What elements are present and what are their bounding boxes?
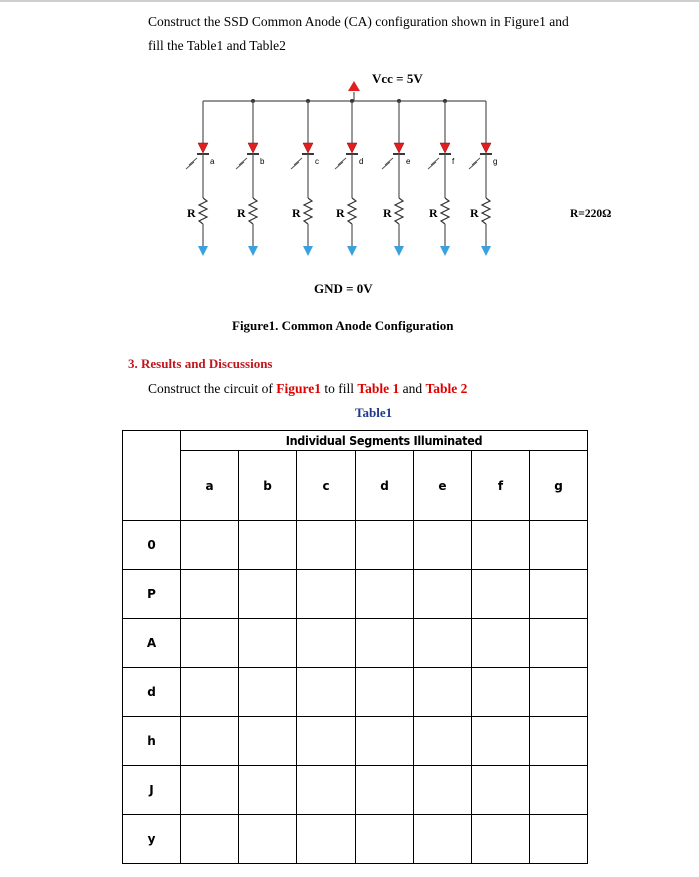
table-row (123, 570, 588, 619)
segment-state-cell[interactable] (297, 668, 356, 717)
segment-state-cell[interactable] (414, 668, 472, 717)
segment-state-cell[interactable] (530, 570, 588, 619)
segment-state-cell[interactable] (530, 521, 588, 570)
segment-column-header: f (472, 451, 530, 521)
segment-column-header: c (297, 451, 356, 521)
segment-state-cell[interactable] (181, 619, 239, 668)
segment-letter-label: f (452, 157, 455, 166)
led-light-arrow (469, 162, 477, 169)
row-character-label: P (123, 570, 181, 619)
table-row (123, 619, 588, 668)
segment-state-cell[interactable] (297, 717, 356, 766)
segment-state-cell[interactable] (297, 570, 356, 619)
resistor-label: R (383, 206, 392, 220)
segment-state-cell[interactable] (530, 717, 588, 766)
paragraph-text-1: Construct the circuit of (148, 381, 277, 396)
table-row (123, 668, 588, 717)
paragraph-text-3: and (399, 381, 426, 396)
segment-state-cell[interactable] (414, 570, 472, 619)
segment-state-cell[interactable] (297, 619, 356, 668)
segment-state-cell[interactable] (239, 766, 297, 815)
ground-arrow-icon (394, 246, 404, 256)
ground-arrow-icon (198, 246, 208, 256)
segment-state-cell[interactable] (181, 815, 239, 864)
resistor-label: R (187, 206, 196, 220)
led-light-arrow (186, 162, 194, 169)
section-paragraph (148, 381, 467, 397)
table-row (123, 717, 588, 766)
led-light-arrow (291, 162, 299, 169)
led-diode-icon (481, 143, 491, 153)
table-caption: Table1 (355, 405, 393, 420)
instruction-line-2: fill the Table1 and Table2 (148, 38, 286, 53)
led-diode-icon (303, 143, 313, 153)
segment-state-cell[interactable] (356, 521, 414, 570)
row-character-label: J (123, 766, 181, 815)
led-diode-icon (440, 143, 450, 153)
led-light-arrow (428, 162, 436, 169)
segment-state-cell[interactable] (356, 815, 414, 864)
segment-state-cell[interactable] (530, 619, 588, 668)
row-character-label: y (123, 815, 181, 864)
resistor-icon (249, 198, 257, 224)
led-diode-icon (248, 143, 258, 153)
figure-reference: Figure1 (276, 381, 321, 396)
segment-state-cell[interactable] (414, 619, 472, 668)
led-light-arrow (189, 158, 197, 165)
segment-column-header: e (414, 451, 472, 521)
segment-state-cell[interactable] (181, 717, 239, 766)
table-row (123, 815, 588, 864)
led-diode-icon (394, 143, 404, 153)
corner-cell (123, 431, 181, 521)
segment-state-cell[interactable] (356, 717, 414, 766)
segment-state-cell[interactable] (356, 570, 414, 619)
segment-state-cell[interactable] (297, 815, 356, 864)
segment-letter-label: b (260, 157, 265, 166)
table-row (123, 521, 588, 570)
segment-state-cell[interactable] (472, 570, 530, 619)
table-group-header: Individual Segments Illuminated (181, 431, 588, 451)
segment-state-cell[interactable] (530, 668, 588, 717)
segment-state-cell[interactable] (472, 619, 530, 668)
led-light-arrow (382, 162, 390, 169)
resistor-label: R (470, 206, 479, 220)
segment-state-cell[interactable] (356, 766, 414, 815)
segment-state-cell[interactable] (239, 815, 297, 864)
segment-letter-label: e (406, 157, 411, 166)
led-light-arrow (338, 158, 346, 165)
row-character-label: h (123, 717, 181, 766)
instruction-line-1: Construct the SSD Common Anode (CA) configuration shown in Figure1 and (148, 14, 569, 29)
segment-letter-label: g (493, 157, 498, 166)
segment-column-header: g (530, 451, 588, 521)
figure-caption: Figure1. Common Anode Configuration (232, 318, 454, 333)
table1-reference: Table 1 (357, 381, 400, 396)
segment-state-cell[interactable] (239, 619, 297, 668)
vcc-label: Vcc = 5V (372, 71, 423, 86)
segment-state-cell[interactable] (414, 717, 472, 766)
led-light-arrow (335, 162, 343, 169)
common-anode-circuit-diagram (170, 66, 530, 266)
segment-state-cell[interactable] (472, 766, 530, 815)
instructions (148, 10, 628, 58)
led-light-arrow (236, 162, 244, 169)
segment-state-cell[interactable] (181, 570, 239, 619)
top-rule (0, 0, 699, 2)
segment-letter-label: c (315, 157, 319, 166)
resistor-label: R (429, 206, 438, 220)
resistor-value-label: R=220Ω (570, 208, 612, 220)
ground-arrow-icon (347, 246, 357, 256)
resistor-label: R (292, 206, 301, 220)
segment-column-header: a (181, 451, 239, 521)
resistor-icon (441, 198, 449, 224)
segment-state-cell[interactable] (239, 717, 297, 766)
row-character-label: d (123, 668, 181, 717)
resistor-label: R (336, 206, 345, 220)
segment-state-cell[interactable] (414, 521, 472, 570)
segment-state-cell[interactable] (356, 619, 414, 668)
segment-state-cell[interactable] (297, 766, 356, 815)
segment-state-cell[interactable] (181, 521, 239, 570)
segment-column-header: d (356, 451, 414, 521)
resistor-icon (199, 198, 207, 224)
resistor-icon (482, 198, 490, 224)
led-light-arrow (431, 158, 439, 165)
segment-state-cell[interactable] (414, 815, 472, 864)
segment-state-cell[interactable] (472, 815, 530, 864)
segment-state-cell[interactable] (472, 717, 530, 766)
segment-state-cell[interactable] (181, 766, 239, 815)
segment-state-cell[interactable] (239, 668, 297, 717)
paragraph-text-2: to fill (320, 381, 358, 396)
resistor-icon (348, 198, 356, 224)
segment-state-cell[interactable] (356, 668, 414, 717)
ground-arrow-icon (481, 246, 491, 256)
gnd-label: GND = 0V (314, 281, 373, 296)
segment-state-cell[interactable] (414, 766, 472, 815)
led-light-arrow (385, 158, 393, 165)
row-character-label: A (123, 619, 181, 668)
segment-state-cell[interactable] (530, 766, 588, 815)
led-diode-icon (198, 143, 208, 153)
ground-arrow-icon (303, 246, 313, 256)
led-light-arrow (239, 158, 247, 165)
segment-state-cell[interactable] (472, 668, 530, 717)
segment-letter-label: a (210, 157, 215, 166)
segment-state-cell[interactable] (297, 521, 356, 570)
table-row (123, 766, 588, 815)
segment-state-cell[interactable] (472, 521, 530, 570)
led-diode-icon (347, 143, 357, 153)
segment-state-cell[interactable] (239, 521, 297, 570)
segment-column-header: b (239, 451, 297, 521)
segment-state-cell[interactable] (530, 815, 588, 864)
led-light-arrow (472, 158, 480, 165)
led-light-arrow (294, 158, 302, 165)
resistor-icon (304, 198, 312, 224)
table2-reference: Table 2 (425, 381, 468, 396)
segment-state-cell[interactable] (239, 570, 297, 619)
ground-arrow-icon (248, 246, 258, 256)
ground-arrow-icon (440, 246, 450, 256)
resistor-label: R (237, 206, 246, 220)
row-character-label: 0 (123, 521, 181, 570)
segment-letter-label: d (359, 157, 364, 166)
segments-table (122, 430, 588, 864)
resistor-icon (395, 198, 403, 224)
section-heading: 3. Results and Discussions (128, 356, 273, 371)
segment-state-cell[interactable] (181, 668, 239, 717)
vcc-arrow-icon (348, 81, 360, 91)
